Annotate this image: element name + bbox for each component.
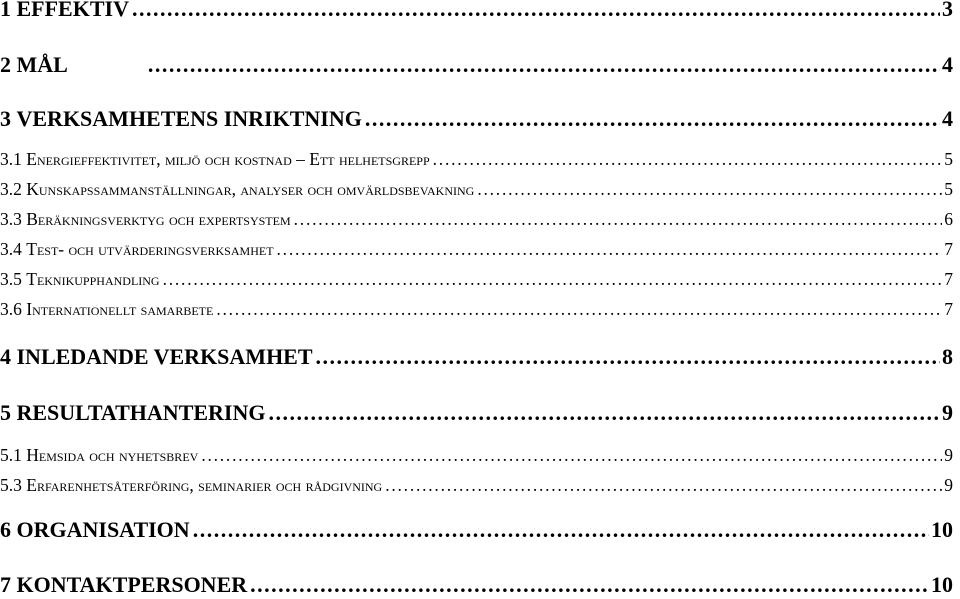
toc-entry-number: 5 [0,400,11,425]
toc-entry-7[interactable] [0,574,953,596]
toc-entry-3-2[interactable] [0,181,953,199]
toc-entry-3-3[interactable] [0,211,953,229]
dot-leader [193,519,929,541]
toc-entry-number: 3.4 [0,239,22,259]
toc-entry-title: Teknikupphandling [26,269,160,289]
toc-entry-6[interactable] [0,519,953,541]
toc-entry-number: 5.1 [0,445,22,465]
dot-leader [277,241,943,259]
dot-leader [269,402,941,424]
dot-leader [148,54,940,76]
toc-entry-number: 3.5 [0,269,22,289]
toc-entry-number: 3.2 [0,179,22,199]
dot-leader [385,477,942,495]
toc-entry-page: 10 [931,517,953,542]
dot-leader [216,301,942,319]
toc-entry-title: EFFEKTIV [16,0,129,21]
toc-entry-page: 4 [942,106,953,131]
toc-entry-number: 1 [0,0,11,21]
toc-entry-number: 3 [0,106,11,131]
toc-entry-title: VERKSAMHETENS INRIKTNING [16,106,362,131]
toc-entry-number: 5.3 [0,475,22,495]
dot-leader [163,271,943,289]
toc-entry-3-5[interactable] [0,271,953,289]
toc-entry-number: 6 [0,517,11,542]
toc-entry-title: Hemsida och nyhetsbrev [26,445,199,465]
toc-entry-title: Beräkningsverktyg och expertsystem [26,209,291,229]
toc-entry-number: 4 [0,344,11,369]
toc-entry-3-6[interactable] [0,301,953,319]
toc-entry-page: 9 [944,445,953,465]
dot-leader [477,181,942,199]
dot-leader [201,447,942,465]
toc-entry-page: 8 [942,344,953,369]
toc-entry-title: MÅL [16,52,68,77]
toc-entry-number: 3.3 [0,209,22,229]
toc-entry-page: 3 [942,0,953,21]
toc-entry-page: 7 [944,269,953,289]
toc-entry-title: Internationellt samarbete [26,299,214,319]
toc-entry-number: 3.6 [0,299,22,319]
toc-entry-title: Test- och utvärderingsverksamhet [26,239,274,259]
toc-entry-title: Erfarenhetsåterföring, seminarier och rådgivning [26,475,383,495]
toc-entry-5-1[interactable] [0,447,953,465]
toc-entry-number: 3.1 [0,149,22,169]
toc-entry-page: 7 [944,239,953,259]
toc-entry-number: 7 [0,572,11,597]
toc-entry-title: Energieffektivitet, miljö och kostnad – Ett helhetsgrepp [26,149,430,169]
toc-entry-page: 9 [942,400,953,425]
toc-entry-page: 4 [942,52,953,77]
dot-leader [365,108,940,130]
toc-entry-title: INLEDANDE VERKSAMHET [16,344,313,369]
toc-entry-page: 10 [931,572,953,597]
toc-entry-page: 9 [944,475,953,495]
dot-leader [250,574,929,596]
toc-entry-title: Kunskapssammanställningar, analyser och omvärldsbevakning [26,179,475,199]
dot-leader [294,211,943,229]
toc-entry-1[interactable] [0,0,953,20]
toc-entry-2[interactable] [0,54,953,76]
toc-entry-3-4[interactable] [0,241,953,259]
toc-entry-5-3[interactable] [0,477,953,495]
dot-leader [316,346,940,368]
toc-entry-page: 5 [944,179,953,199]
toc-entry-title: RESULTATHANTERING [16,400,266,425]
toc-entry-title: ORGANISATION [16,517,190,542]
toc-entry-3-1[interactable] [0,151,953,169]
toc-entry-page: 7 [944,299,953,319]
toc-entry-4[interactable] [0,346,953,368]
toc-entry-5[interactable] [0,402,953,424]
toc-entry-page: 6 [944,209,953,229]
toc-entry-number: 2 [0,52,11,77]
dot-leader [132,0,940,20]
toc-entry-title: KONTAKTPERSONER [16,572,248,597]
dot-leader [433,151,943,169]
toc-entry-3[interactable] [0,108,953,130]
toc-entry-page: 5 [944,149,953,169]
